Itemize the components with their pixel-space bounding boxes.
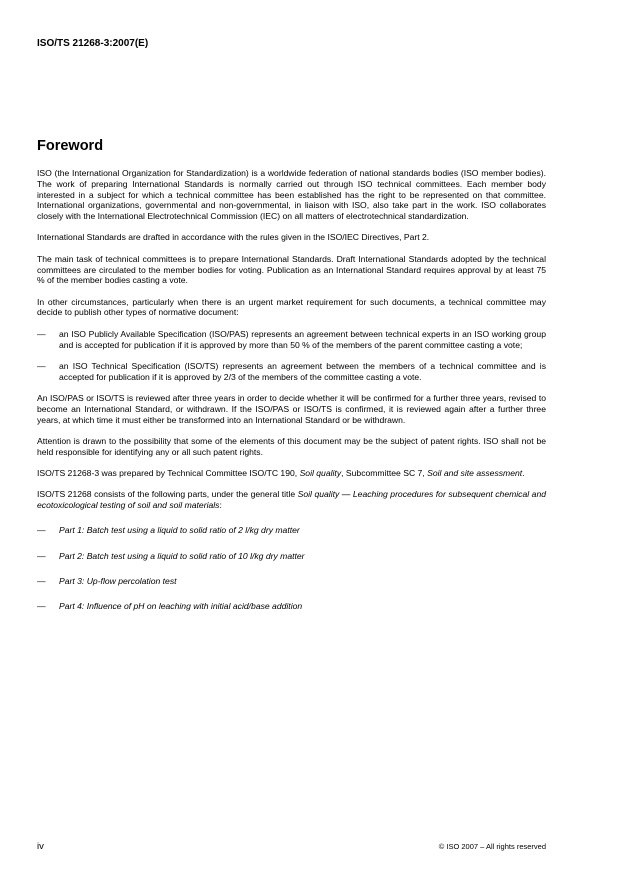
general-title: Soil quality — Leaching procedures for subsequent chemical and ecotoxicological testing of soil and soil materials — [37, 489, 546, 511]
document-body — [37, 168, 546, 627]
parts-intro-paragraph — [37, 489, 546, 511]
prepared-paragraph — [37, 468, 546, 479]
list-item-text: an ISO Publicly Available Specification (ISO/PAS) represents an agreement between technical experts in an ISO working group and is accepted for publication if it is approved by more than 50 % of the members of the parent committee casting a vote; — [59, 328, 546, 350]
part-title: Part 2: Batch test using a liquid to solid ratio of 10 l/kg dry matter — [59, 550, 305, 561]
copyright-notice: © ISO 2007 – All rights reserved — [438, 842, 546, 851]
text: , Subcommittee SC 7, — [341, 467, 428, 478]
dash-mark: — — [37, 601, 46, 612]
dash-mark: — — [37, 360, 46, 371]
dash-mark: — — [37, 525, 46, 536]
paragraph: The main task of technical committees is to prepare International Standards. Draft International Standards adopted by the technical committees are circulated to the member bodies for voting. Publication as an International Standard requires approval by at least 75 % of the member bodies casting a vote. — [37, 253, 546, 286]
paragraph: Attention is drawn to the possibility that some of the elements of this document may be the subject of patent rights. ISO shall not be held responsible for identifying any or all such patent rights. — [37, 435, 546, 457]
committee-title: Soil quality — [299, 467, 342, 478]
dash-mark: — — [37, 328, 46, 339]
dash-mark: — — [37, 575, 46, 586]
list-item — [37, 361, 546, 383]
part-item — [37, 525, 546, 536]
part-item — [37, 601, 546, 612]
part-item — [37, 576, 546, 587]
dash-mark: — — [37, 550, 46, 561]
paragraph: An ISO/PAS or ISO/TS is reviewed after three years in order to decide whether it will be confirmed for a further three years, revised to become an International Standard, or withdrawn. If the ISO/PAS or ISO/TS is confirmed, it is reviewed again after a further three years, at which time it must either be transformed into an International Standard or be withdrawn. — [37, 392, 546, 425]
text: : — [219, 500, 222, 511]
paragraph: ISO (the International Organization for Standardization) is a worldwide federation of national standards bodies (ISO member bodies). The work of preparing International Standards is normally carried out through ISO technical committees. Each member body interested in a subject for which a technical committee has been established has the right to be represented on that committee. International organizations, governmental and non-governmental, in liaison with ISO, also take part in the work. ISO collaborates closely with the International Electrotechnical Commission (IEC) on all matters of electrotechnical standardization. — [37, 168, 546, 222]
document-id: ISO/TS 21268-3:2007(E) — [37, 38, 149, 49]
paragraph: In other circumstances, particularly when there is an urgent market requirement for such documents, a technical committee may decide to publish other types of normative document: — [37, 296, 546, 318]
list-item-text: an ISO Technical Specification (ISO/TS) represents an agreement between the members of a technical committee and is accepted for publication if it is approved by 2/3 of the members of the committee casting a vote. — [59, 360, 546, 382]
part-title: Part 3: Up-flow percolation test — [59, 575, 177, 586]
part-title: Part 1: Batch test using a liquid to solid ratio of 2 l/kg dry matter — [59, 525, 300, 536]
subcommittee-title: Soil and site assessment — [427, 467, 523, 478]
page-number: iv — [37, 841, 44, 852]
text: ISO/TS 21268 consists of the following parts, under the general title — [37, 489, 298, 500]
page-title: Foreword — [37, 138, 104, 154]
text: . — [522, 467, 525, 478]
part-title: Part 4: Influence of pH on leaching with initial acid/base addition — [59, 601, 303, 612]
part-item — [37, 551, 546, 562]
list-item — [37, 329, 546, 351]
text: ISO/TS 21268-3 was prepared by Technical Committee ISO/TC 190, — [37, 467, 300, 478]
paragraph: International Standards are drafted in accordance with the rules given in the ISO/IEC Directives, Part 2. — [37, 232, 430, 243]
